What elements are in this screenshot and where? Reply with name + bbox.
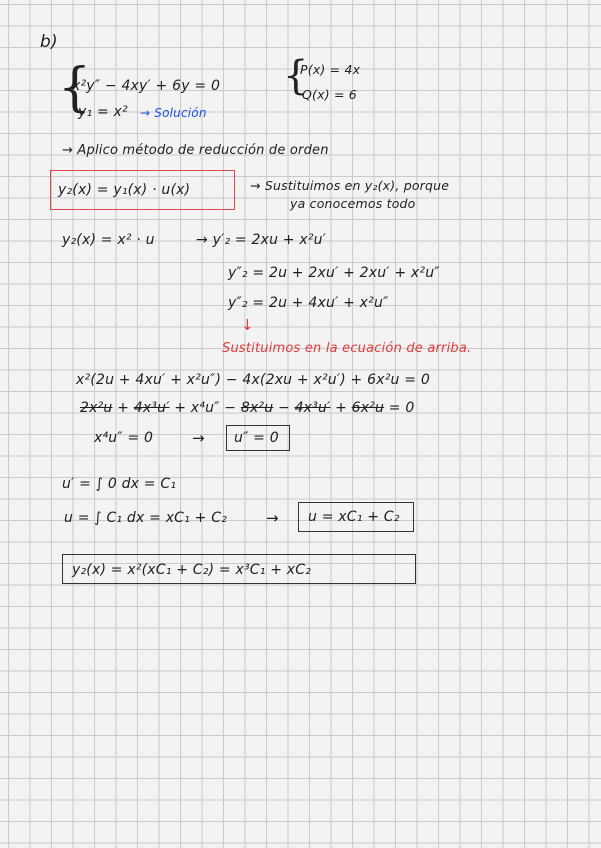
cancel-term-4: 8x²u bbox=[240, 400, 274, 416]
substitution-formula: y₂(x) = y₁(x) · u(x) bbox=[58, 182, 191, 198]
p-coefficient: P(x) = 4x bbox=[300, 62, 361, 77]
cancel-term-5: 4x³u′ bbox=[294, 400, 331, 416]
y1-solution: y₁ = x² bbox=[78, 104, 128, 120]
expansion-op-1: + bbox=[112, 400, 134, 416]
expansion-line-1: x²(2u + 4xu′ + x²u″) − 4x(2xu + x²u′) + 6x²u = 0 bbox=[76, 372, 430, 388]
y2-second-derivative-simplified: y″₂ = 2u + 4xu′ + x²u″ bbox=[228, 295, 389, 311]
system-brace: { bbox=[58, 58, 92, 118]
expansion-line-3: x⁴u″ = 0 bbox=[94, 430, 154, 446]
cancel-term-2: 4x³u′ bbox=[133, 400, 170, 416]
y2-definition: y₂(x) = x² · u bbox=[62, 232, 155, 248]
solution-tag: → Solución bbox=[140, 106, 207, 120]
integration-line-1: u′ = ∫ 0 dx = C₁ bbox=[62, 476, 177, 492]
q-coefficient: Q(x) = 6 bbox=[302, 87, 357, 102]
cancel-term-6: 6x²u bbox=[351, 400, 385, 416]
coeff-brace: { bbox=[283, 53, 309, 99]
substitution-note-1: → Sustituimos en y₂(x), porque bbox=[250, 178, 450, 193]
y2-first-derivative: → y′₂ = 2xu + x²u′ bbox=[196, 232, 327, 248]
part-label: b) bbox=[40, 32, 58, 52]
method-note: → Aplico método de reducción de orden bbox=[62, 143, 329, 158]
ode-equation: x²y″ − 4xy′ + 6y = 0 bbox=[72, 78, 221, 94]
final-answer: y₂(x) = x²(xC₁ + C₂) = x³C₁ + xC₂ bbox=[72, 562, 312, 578]
expansion-op-3: + bbox=[330, 400, 352, 416]
substitution-note-2: ya conocemos todo bbox=[290, 196, 416, 211]
y2-second-derivative: y″₂ = 2u + 2xu′ + 2xu′ + x²u″ bbox=[228, 265, 440, 281]
substitute-note: Sustituimos en la ecuación de arriba. bbox=[222, 341, 472, 356]
integration-line-2: u = ∫ C₁ dx = xC₁ + C₂ bbox=[64, 510, 227, 526]
expansion-op-2: − bbox=[273, 400, 295, 416]
u-double-prime-result: u″ = 0 bbox=[234, 430, 279, 446]
integration-arrow: → bbox=[266, 509, 279, 527]
down-arrow: ↓ bbox=[241, 316, 254, 334]
expansion-term-3: + x⁴u″ − bbox=[169, 400, 241, 416]
expansion-eq: = 0 bbox=[384, 400, 415, 416]
cancel-term-1: 2x²u bbox=[80, 400, 113, 416]
expansion-line-2 bbox=[80, 400, 414, 416]
expansion-arrow: → bbox=[192, 429, 205, 447]
u-result: u = xC₁ + C₂ bbox=[308, 509, 400, 525]
